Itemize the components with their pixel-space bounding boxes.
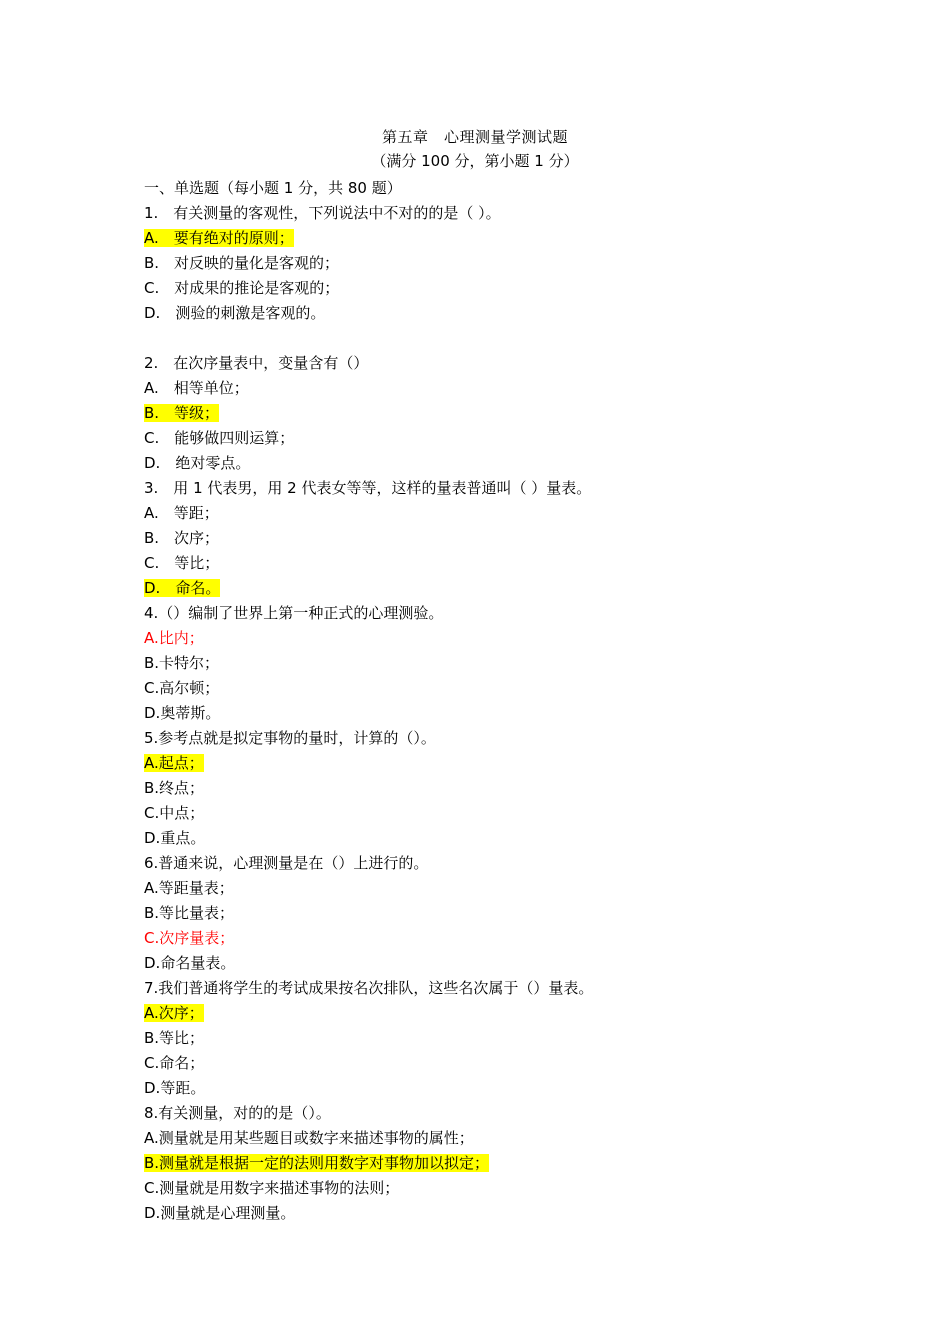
question-6-option-b: B.等比量表； [144, 904, 235, 922]
question-1-stem: 1. 有关测量的客观性，下列说法中不对的的是（ ）。 [144, 204, 501, 222]
question-3-option-d [144, 576, 844, 601]
question-3-option-c: C. 等比； [144, 554, 220, 572]
question-5-stem: 5.参考点就是拟定事物的量时，计算的（）。 [144, 729, 436, 747]
question-6-option-a: A.等距量表； [144, 879, 234, 897]
question-4-option-b: B.卡特尔； [144, 654, 220, 672]
question-7-option-a [144, 1001, 844, 1026]
question-1-option-c: C. 对成果的推论是客观的； [144, 279, 340, 297]
question-7-option-c: C.命名； [144, 1054, 205, 1072]
question-6-stem: 6.普通来说，心理测量是在（）上进行的。 [144, 854, 429, 872]
question-7-option-b: B.等比； [144, 1029, 205, 1047]
question-5-option-d: D.重点。 [144, 829, 206, 847]
question-1-option-d: D. 测验的刺激是客观的。 [144, 304, 326, 322]
question-5-option-b: B.终点； [144, 779, 205, 797]
document-subtitle: （满分 100 分，第小题 1 分） [371, 152, 579, 170]
question-5-option-c: C.中点； [144, 804, 205, 822]
question-8-stem: 8.有关测量，对的的是（）。 [144, 1104, 331, 1122]
question-2-option-c: C. 能够做四则运算； [144, 429, 295, 447]
question-3-stem: 3. 用 1 代表男，用 2 代表女等等，这样的量表普通叫（ ）量表。 [144, 479, 592, 497]
question-8-option-c: C.测量就是用数字来描述事物的法则； [144, 1179, 400, 1197]
question-4-option-d: D.奥蒂斯。 [144, 704, 221, 722]
question-2-option-a: A. 相等单位； [144, 379, 249, 397]
section-heading: 一、单选题（每小题 1 分，共 80 题） [144, 179, 402, 197]
question-2-option-d: D. 绝对零点。 [144, 454, 251, 472]
option-text: A. 要有绝对的原则； [144, 229, 294, 247]
question-6-option-c: C.次序量表； [144, 929, 235, 947]
question-7-option-d: D.等距。 [144, 1079, 206, 1097]
question-8-option-d: D.测量就是心理测量。 [144, 1204, 296, 1222]
document-body [144, 176, 844, 1226]
option-text: D. 命名。 [144, 579, 221, 597]
question-1-option-a [144, 226, 844, 251]
question-3-option-a: A. 等距； [144, 504, 219, 522]
question-3-option-b: B. 次序； [144, 529, 220, 547]
question-1-option-b: B. 对反映的量化是客观的； [144, 254, 340, 272]
question-4-stem: 4.（）编制了世界上第一种正式的心理测验。 [144, 604, 444, 622]
question-4-option-a: A.比内； [144, 629, 204, 647]
document-title: 第五章 心理测量学测试题 [381, 128, 568, 146]
question-2-option-b [144, 401, 844, 426]
question-8-option-a: A.测量就是用某些题目或数字来描述事物的属性； [144, 1129, 474, 1147]
option-text: A.起点； [144, 754, 204, 772]
option-text: A.次序； [144, 1004, 204, 1022]
question-7-stem: 7.我们普通将学生的考试成果按名次排队，这些名次属于（）量表。 [144, 979, 594, 997]
option-text: B. 等级； [144, 404, 220, 422]
question-5-option-a [144, 751, 844, 776]
option-text: B.测量就是根据一定的法则用数字对事物加以拟定； [144, 1154, 490, 1172]
blank-line [144, 326, 844, 351]
question-6-option-d: D.命名量表。 [144, 954, 236, 972]
question-2-stem: 2. 在次序量表中，变量含有（） [144, 354, 369, 372]
question-4-option-c: C.高尔顿； [144, 679, 220, 697]
question-8-option-b [144, 1151, 844, 1176]
